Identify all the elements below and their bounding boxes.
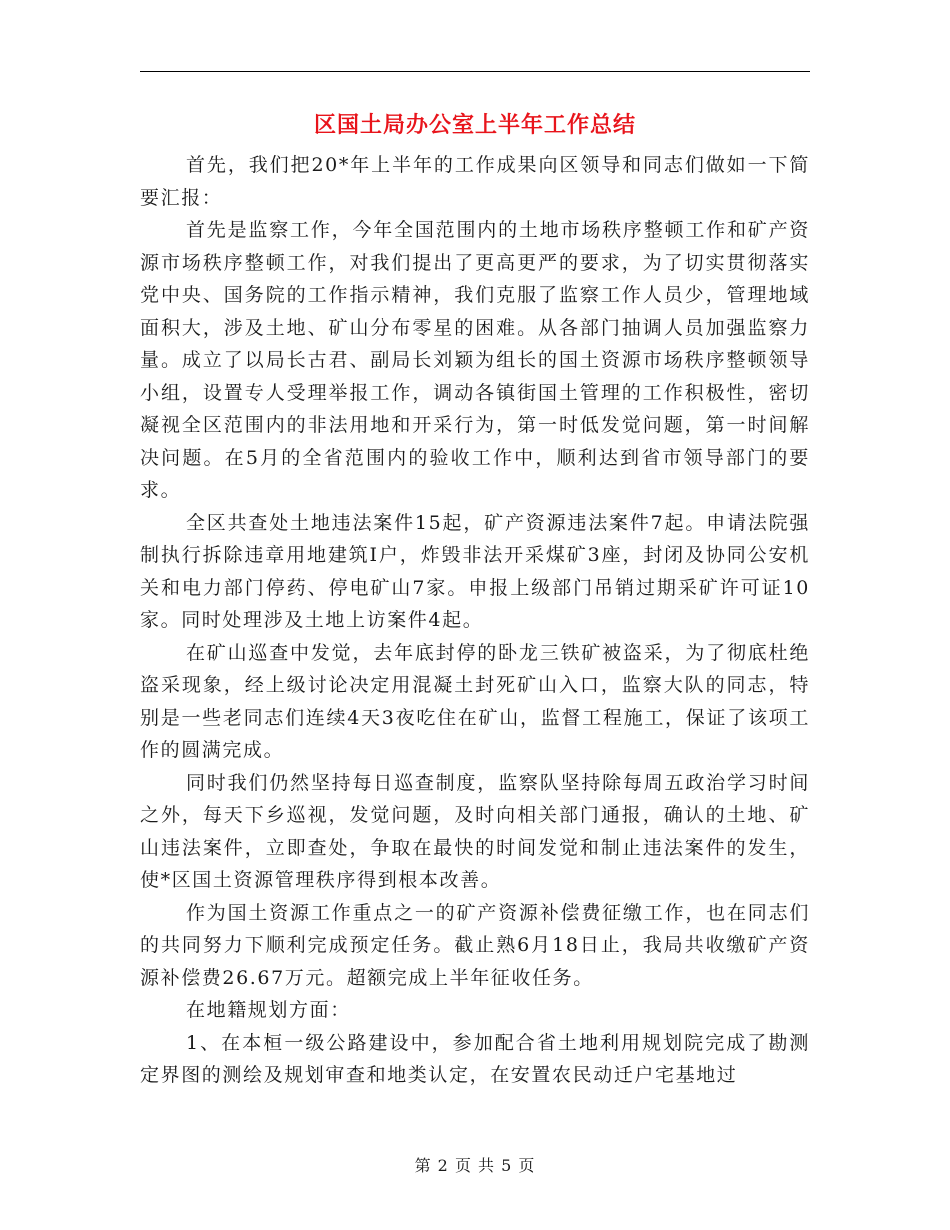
header-rule: [140, 71, 810, 72]
paragraph-daily-patrol: 同时我们仍然坚持每日巡查制度，监察队坚持除每周五政治学习时间之外，每天下乡巡视，发觉问题，及时向相关部门通报，确认的土地、矿山违法案件，立即查处，争取在最快的时间发觉和制止违法案件的发生，使*区国土资源管理秩序得到根本改善。: [140, 771, 810, 891]
paragraph-item-1: 1、在本桓一级公路建设中，参加配合省土地利用规划院完成了勘测定界图的测绘及规划审查和地类认定，在安置农民动迁户宅基地过: [140, 1031, 810, 1086]
page-number-footer: [0, 1154, 950, 1178]
paragraph-intro: 首先，我们把20*年上半年的工作成果向区领导和同志们做如一下简要汇报：: [140, 154, 810, 209]
paragraph-compensation-fee: 作为国土资源工作重点之一的矿产资源补偿费征缴工作，也在同志们的共同努力下顺利完成预定任务。截止熟6月18日止，我局共收缴矿产资源补偿费26.67万元。超额完成上半年征收任务。: [140, 901, 810, 989]
paragraph-supervision: 首先是监察工作，今年全国范围内的土地市场秩序整顿工作和矿产资源市场秩序整顿工作，对我们提出了更高更严的要求，为了切实贯彻落实党中央、国务院的工作指示精神，我们克服了监察工作人员少，管理地域面积大，涉及土地、矿山分布零星的困难。从各部门抽调人员加强监察力量。成立了以局长古君、副局长刘颖为组长的国土资源市场秩序整顿领导小组，设置专人受理举报工作，调动各镇街国土管理的工作积极性，密切凝视全区范围内的非法用地和开采行为，第一时低发觉问题，第一时间解决问题。在5月的全省范围内的验收工作中，顺利达到省市领导部门的要求。: [140, 219, 810, 501]
paragraph-mine-patrol: 在矿山巡查中发觉，去年底封停的卧龙三铁矿被盗采，为了彻底杜绝盗采现象，经上级讨论决定用混凝土封死矿山入口，监察大队的同志，特别是一些老同志们连续4天3夜吃住在矿山，监督工程施工，保证了该项工作的圆满完成。: [140, 641, 810, 761]
paragraph-cadastral-heading: 在地籍规划方面：: [186, 999, 351, 1021]
page-number-label: 第 2 页 共 5 页: [414, 1156, 536, 1175]
document-body: [140, 149, 810, 1092]
paragraph-cases: 全区共查处土地违法案件15起，矿产资源违法案件7起。申请法院强制执行拆除违章用地建筑I户，炸毁非法开采煤矿3座，封闭及协同公安机关和电力部门停药、停电矿山7家。申报上级部门吊销过期采矿许可证10家。同时处理涉及土地上访案件4起。: [140, 511, 810, 631]
document-title: 区国土局办公室上半年工作总结: [313, 113, 636, 138]
